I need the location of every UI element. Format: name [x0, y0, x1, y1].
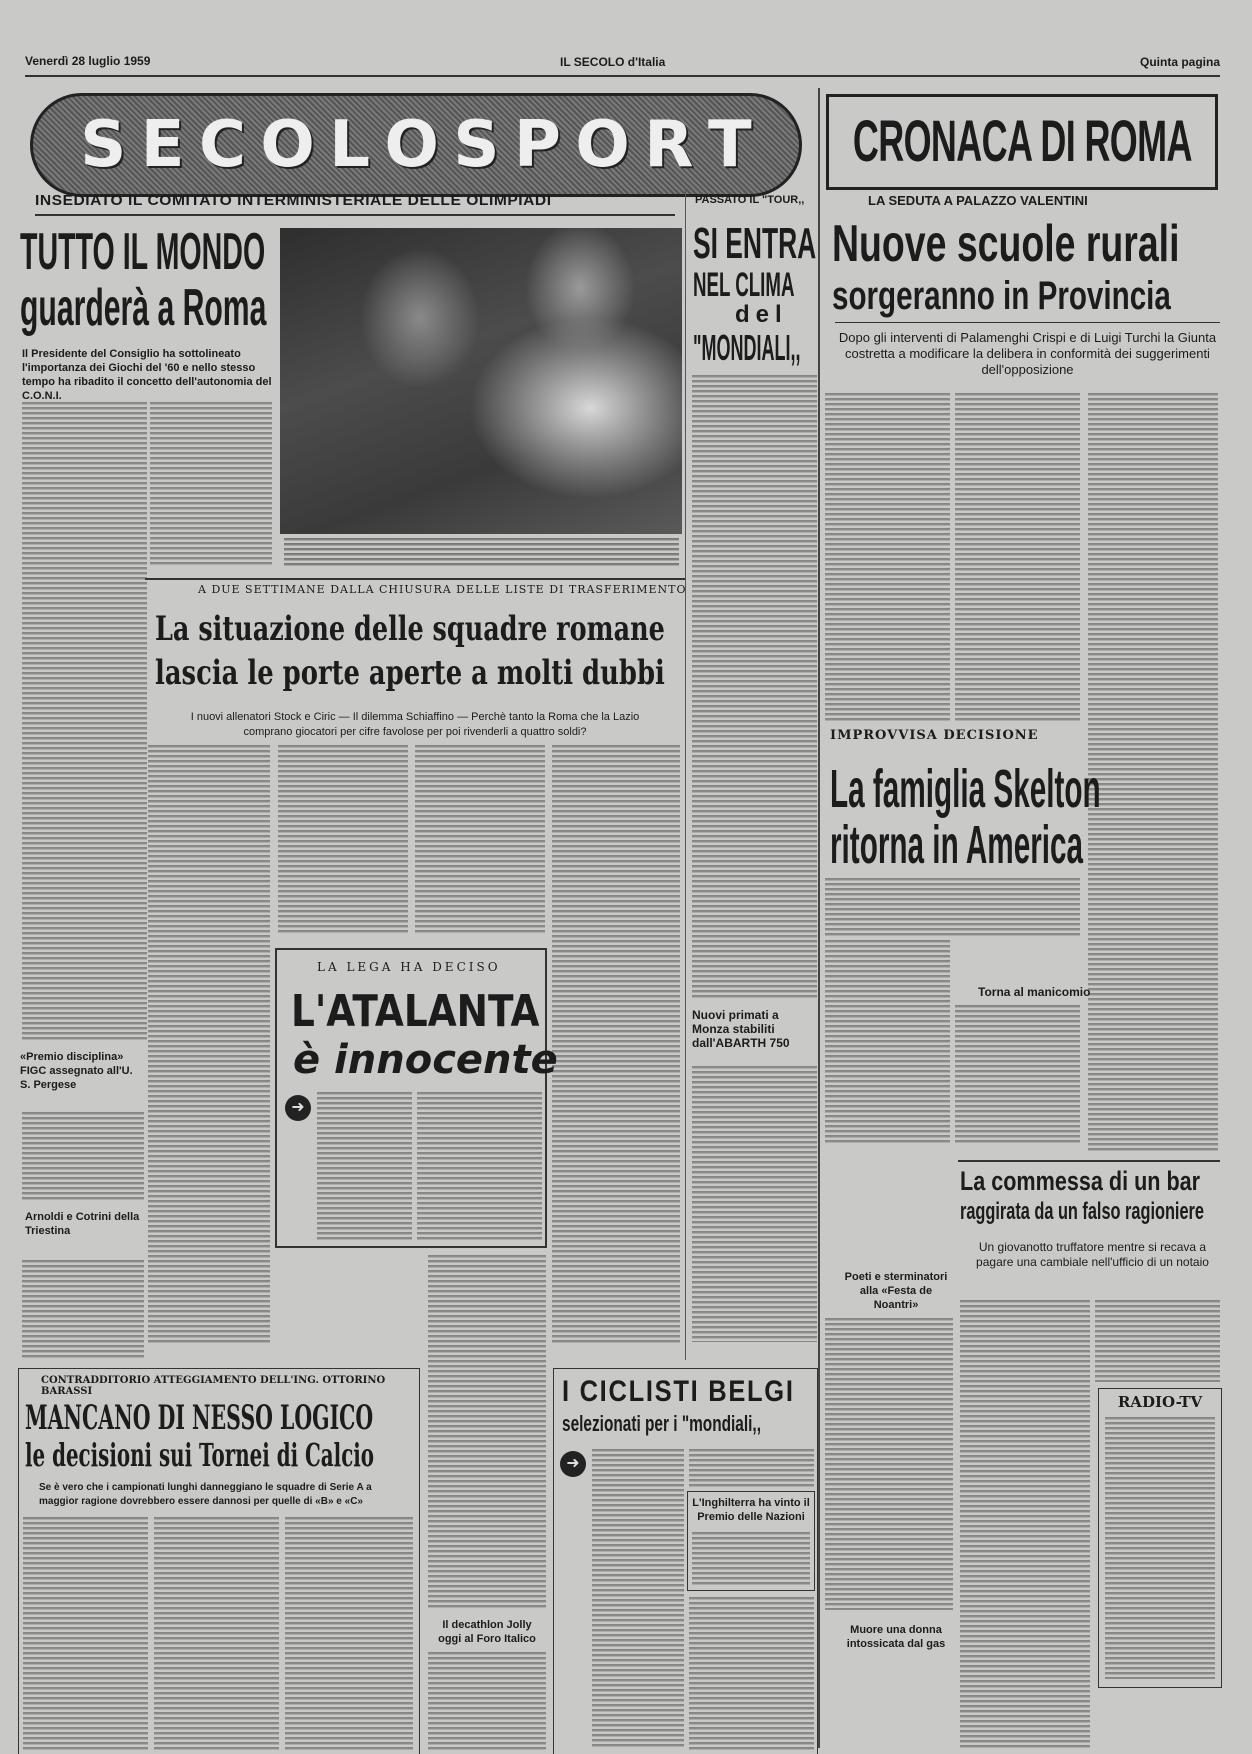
scuole-body — [825, 393, 950, 723]
arrow-icon: ➜ — [560, 1451, 586, 1477]
commessa-body — [1095, 1300, 1220, 1382]
banner-letter: T — [707, 108, 752, 182]
monza-body — [692, 1066, 817, 1342]
atalanta-body — [417, 1092, 542, 1242]
arrow-icon: ➜ — [285, 1095, 311, 1121]
banner-letter: L — [329, 108, 371, 182]
barassi-dek: Se è vero che i campionati lunghi danneggiano le squadre di Serie A a maggior ragione dovrebbero essere dannosi per quelle di «B» e «C» — [39, 1482, 372, 1507]
olimpiadi-title-1: TUTTO IL MONDO — [20, 223, 266, 281]
masthead: IL SECOLO d'Italia — [560, 55, 666, 69]
rule — [958, 1160, 1220, 1162]
commessa-title-1: La commessa di un bar — [960, 1166, 1201, 1196]
barassi-title-2: le decisioni sui Tornei di Calcio — [25, 1436, 375, 1474]
ciclisti-body — [689, 1597, 814, 1752]
inghilterra-body — [692, 1532, 810, 1587]
skelton-title-1: La famiglia Skelton — [830, 759, 1101, 819]
issue-date: Venerdì 28 luglio 1959 — [25, 54, 151, 68]
barassi-body — [23, 1517, 148, 1752]
radio-tv-box — [1098, 1388, 1222, 1688]
cronaca-di-roma-banner — [826, 94, 1218, 190]
commessa-dek: Un giovanotto truffatore mentre si recava a pagare una cambiale nell'ufficio di un notaio — [976, 1240, 1209, 1269]
squadre-title-2: lascia le porte aperte a molti dubbi — [155, 653, 665, 693]
skelton-title-2: ritorna in America — [830, 815, 1084, 875]
ciclisti-body — [689, 1449, 814, 1489]
banner-letter: R — [644, 108, 694, 182]
centre-body — [428, 1255, 546, 1610]
inghilterra-headline: L'Inghilterra ha vinto il Premio delle Nazioni — [692, 1497, 810, 1523]
secolosport-banner — [30, 93, 802, 197]
squadre-kicker: A DUE SETTIMANE DALLA CHIUSURA DELLE LISTE DI TRASFERIMENTO — [198, 583, 687, 596]
banner-letter: P — [513, 108, 561, 182]
ciclisti-title-1: I CICLISTI BELGI — [562, 1375, 795, 1408]
page-label: Quinta pagina — [1140, 55, 1221, 69]
triestina-body — [22, 1260, 144, 1358]
tour-kicker: PASSATO IL "TOUR,, — [695, 194, 805, 206]
header-rule — [25, 75, 1220, 77]
decathlon-headline: Il decathlon Jolly oggi al Foro Italico — [438, 1619, 536, 1645]
atalanta-kicker: LA LEGA HA DECISO — [317, 960, 501, 974]
poeti-headline: Poeti e sterminatori alla «Festa de Noantri» — [844, 1271, 948, 1311]
tour-title-4: "MONDIALI,, — [693, 327, 801, 368]
premio-headline: «Premio disciplina» FIGC assegnato all'U. S. Pergese — [20, 1051, 133, 1091]
barassi-body — [285, 1517, 413, 1752]
radio-tv-listings — [1105, 1417, 1215, 1679]
scuole-kicker: LA SEDUTA A PALAZZO VALENTINI — [868, 193, 1088, 208]
olimpiadi-kicker: INSEDIATO IL COMITATO INTERMINISTERIALE DELLE OLIMPIADI — [35, 192, 552, 209]
skelton-kicker: IMPROVVISA DECISIONE — [830, 728, 1039, 743]
scuole-body — [955, 393, 1080, 723]
atalanta-body — [317, 1092, 412, 1242]
rule — [835, 322, 1220, 323]
inghilterra-box — [687, 1491, 815, 1591]
ciclisti-box — [553, 1368, 818, 1754]
scuole-title-1: Nuove scuole rurali — [832, 215, 1180, 273]
banner-letter: O — [260, 108, 315, 182]
tour-title-1: SI ENTRA — [693, 219, 817, 268]
column-rule — [685, 190, 686, 1360]
scuole-title-2: sorgeranno in Provincia — [832, 274, 1171, 318]
scuole-body — [1088, 393, 1218, 1153]
photo-comitato — [280, 228, 682, 534]
ciclisti-title-2: selezionati per i "mondiali,, — [562, 1411, 761, 1436]
photo-caption — [284, 538, 679, 568]
commessa-body — [960, 1300, 1090, 1750]
banner-letter: S — [453, 108, 500, 182]
manicomio-body — [955, 1005, 1080, 1145]
squadre-title-1: La situazione delle squadre romane — [155, 609, 665, 649]
barassi-kicker: CONTRADDITORIO ATTEGGIAMENTO DELL'ING. OTTORINO BARASSI — [41, 1375, 386, 1397]
squadre-body — [552, 745, 680, 1345]
premio-body — [22, 1112, 144, 1202]
squadre-body — [415, 745, 545, 935]
atalanta-title-1: L'ATALANTA — [291, 986, 540, 1037]
barassi-title-1: MANCANO DI NESSO LOGICO — [25, 1398, 374, 1438]
tour-title-3: del — [735, 301, 788, 328]
commessa-title-2: raggirata da un falso ragioniere — [960, 1198, 1204, 1225]
cronaca-title: CRONACA DI ROMA — [852, 109, 1192, 174]
banner-letter: E — [140, 108, 185, 182]
olimpiadi-body — [22, 402, 147, 1042]
radio-tv-title: RADIO-TV — [1117, 1393, 1203, 1411]
monza-headline: Nuovi primati a Monza stabiliti dall'ABARTH 750 — [692, 1008, 790, 1050]
barassi-body — [154, 1517, 279, 1752]
decathlon-body — [428, 1652, 546, 1752]
olimpiadi-dek: Il Presidente del Consiglio ha sottolineato l'importanza dei Giochi del '60 e nello stesso tempo ha ribadito il concetto dell'autonomia del C.O.N.I. — [22, 348, 272, 402]
skelton-body — [825, 940, 950, 1145]
olimpiadi-body — [150, 402, 272, 567]
squadre-body — [278, 745, 408, 935]
section-divider — [818, 88, 820, 1748]
squadre-dek: I nuovi allenatori Stock e Ciric — Il dilemma Schiaffino — Perchè tanto la Roma che la Lazio comprano giocatori per cifre favolose per poi rivenderli a quattro soldi? — [190, 711, 640, 738]
muore-headline: Muore una donna intossicata dal gas — [846, 1624, 946, 1650]
skelton-body — [825, 878, 1080, 938]
olimpiadi-title-2: guarderà a Roma — [20, 279, 267, 337]
banner-letter: O — [575, 108, 630, 182]
manicomio-headline: Torna al manicomio — [978, 985, 1091, 999]
tour-title-2: NEL CLIMA — [693, 266, 795, 304]
barassi-box — [18, 1368, 420, 1754]
atalanta-title-2: è innocente — [293, 1037, 558, 1083]
scuole-dek: Dopo gli interventi di Palamenghi Crispi e di Luigi Turchi la Giunta costretta a modificare la delibera in conformità dei suggerimenti dell'opposizione — [838, 330, 1217, 377]
triestina-headline: Arnoldi e Cotrini della Triestina — [25, 1211, 140, 1237]
rule — [145, 578, 685, 580]
banner-letter: C — [198, 108, 246, 182]
squadre-body — [148, 745, 270, 1345]
ciclisti-body — [592, 1449, 684, 1749]
banner-letter: O — [384, 108, 439, 182]
poeti-body — [825, 1318, 953, 1610]
banner-letter: S — [80, 108, 127, 182]
atalanta-box — [275, 948, 558, 1248]
rule — [35, 214, 675, 216]
tour-body — [692, 375, 817, 1000]
